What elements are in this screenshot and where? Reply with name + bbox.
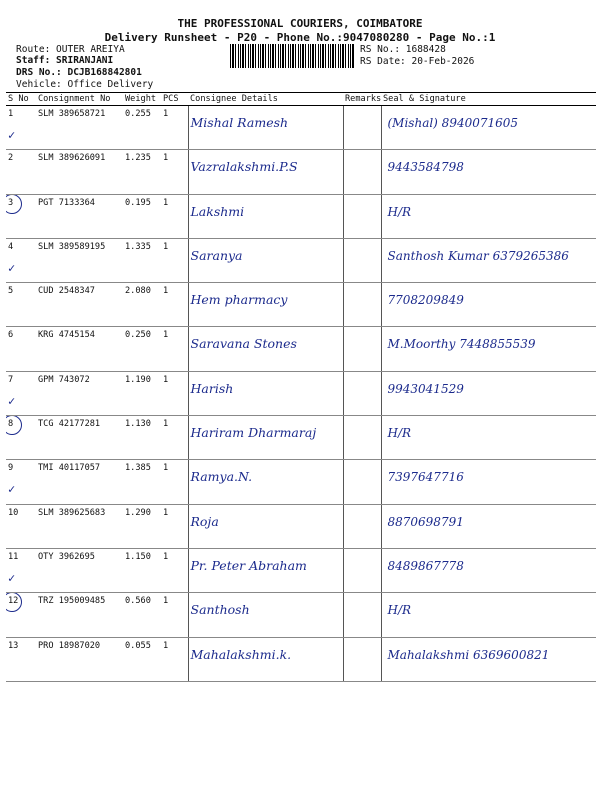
weight (123, 548, 161, 592)
remarks (343, 504, 381, 548)
consignment-no-text: TMI 40117057 (38, 463, 101, 474)
check-mark-icon: ✓ (8, 260, 16, 275)
consignee-name (188, 327, 343, 371)
pcs (161, 150, 188, 194)
handwritten-signature: H/R (387, 204, 412, 219)
pcs-text: 1 (163, 330, 169, 341)
table-row (6, 460, 596, 504)
consignment-no-text: TRZ 195009485 (38, 596, 106, 607)
pcs (161, 327, 188, 371)
pcs (161, 194, 188, 238)
remarks (343, 238, 381, 282)
weight (123, 504, 161, 548)
check-mark-icon: ✓ (8, 482, 16, 497)
handwritten-name: Mishal Ramesh (190, 115, 289, 130)
pcs-text: 1 (163, 419, 169, 430)
signature (381, 460, 596, 504)
weight-text: 2.080 (125, 286, 151, 297)
consignment-no (36, 238, 123, 282)
col-weight: Weight (123, 93, 161, 106)
row-sno-text: 11 (8, 551, 19, 562)
check-mark-icon: ✓ (8, 128, 16, 142)
signature (381, 238, 596, 282)
consignment-no (36, 327, 123, 371)
consignment-no-text: PRO 18987020 (38, 640, 101, 651)
signature (381, 106, 596, 150)
pcs-text: 1 (163, 596, 169, 607)
consignment-no-text: PGT 7133364 (38, 197, 95, 208)
consignment-no (36, 504, 123, 548)
remarks (343, 194, 381, 238)
remarks (343, 150, 381, 194)
row-sno (6, 327, 36, 371)
weight (123, 416, 161, 460)
signature (381, 637, 596, 681)
weight (123, 637, 161, 681)
signature (381, 150, 596, 194)
vehicle-label: Vehicle: Office Delivery (16, 79, 154, 90)
consignee-name (188, 548, 343, 592)
table-header-row (6, 93, 596, 106)
row-sno (6, 106, 36, 150)
pcs-text: 1 (163, 374, 169, 385)
consignment-no-text: SLM 389625683 (38, 507, 106, 518)
circle-mark (6, 593, 22, 613)
signature (381, 327, 596, 371)
remarks (343, 416, 381, 460)
consignment-no (36, 416, 123, 460)
handwritten-signature: (Mishal) 8940071605 (387, 116, 519, 130)
signature (381, 371, 596, 415)
pcs-text: 1 (163, 197, 169, 208)
circle-mark (6, 194, 22, 214)
handwritten-signature: Mahalakshmi 6369600821 (387, 647, 550, 662)
pcs-text: 1 (163, 507, 169, 518)
consignment-no-text: SLM 389589195 (38, 241, 106, 252)
pcs (161, 548, 188, 592)
handwritten-name: Santhosh (190, 602, 250, 618)
barcode (230, 44, 354, 68)
handwritten-name: Ramya.N. (190, 469, 253, 485)
col-signature: Seal & Signature (381, 93, 596, 106)
row-sno-text: 4 (8, 241, 14, 252)
weight-text: 1.335 (125, 241, 151, 252)
row-sno (6, 593, 36, 637)
pcs-text: 1 (163, 640, 169, 651)
consignment-no-text: GPM 743072 (38, 374, 90, 385)
handwritten-name: Lakshmi (190, 203, 245, 219)
runsheet-title: Delivery Runsheet - P20 - Phone No.:9047080280 - Page No.:1 (104, 31, 496, 44)
remarks (343, 637, 381, 681)
circle-mark (6, 416, 22, 436)
row-sno (6, 416, 36, 460)
rs-number: RS No.: 1688428 (360, 44, 446, 55)
consignment-no (36, 460, 123, 504)
consignment-no-text: TCG 42177281 (38, 419, 101, 430)
weight (123, 327, 161, 371)
table-row (6, 194, 596, 238)
table-row (6, 416, 596, 460)
handwritten-signature: 9443584798 (387, 160, 464, 175)
row-sno-text: 3 (8, 197, 14, 208)
pcs (161, 460, 188, 504)
pcs-text: 1 (163, 109, 169, 119)
handwritten-signature: 8489867778 (387, 558, 464, 573)
route-label: Route: OUTER AREIYA (16, 44, 125, 55)
signature (381, 194, 596, 238)
consignee-name (188, 371, 343, 415)
remarks (343, 106, 381, 150)
remarks (343, 327, 381, 371)
weight-text: 0.195 (125, 197, 151, 208)
weight (123, 150, 161, 194)
consignee-name (188, 238, 343, 282)
consignment-no (36, 637, 123, 681)
row-sno (6, 504, 36, 548)
weight-text: 1.150 (125, 551, 151, 562)
pcs (161, 637, 188, 681)
col-consignee: Consignee Details (188, 93, 343, 106)
consignment-no-text: OTY 3962695 (38, 551, 95, 562)
weight-text: 1.385 (125, 463, 151, 474)
remarks (343, 593, 381, 637)
row-sno (6, 371, 36, 415)
pcs-text: 1 (163, 463, 169, 474)
pcs (161, 593, 188, 637)
table-row (6, 593, 596, 637)
row-sno (6, 548, 36, 592)
table-row (6, 637, 596, 681)
row-sno (6, 194, 36, 238)
table-row (6, 504, 596, 548)
company-name: THE PROFESSIONAL COURIERS, COIMBATORE (177, 17, 423, 30)
weight-text: 0.560 (125, 596, 151, 607)
weight-text: 1.290 (125, 507, 151, 518)
signature (381, 593, 596, 637)
pcs (161, 238, 188, 282)
handwritten-name: Saranya (190, 247, 243, 263)
weight (123, 283, 161, 327)
row-sno-text: 13 (8, 640, 19, 651)
row-sno-text: 9 (8, 463, 14, 474)
weight-text: 1.130 (125, 419, 151, 430)
signature (381, 416, 596, 460)
col-remarks: Remarks (345, 94, 381, 104)
table-row (6, 371, 596, 415)
handwritten-signature: 7397647716 (387, 470, 464, 485)
pcs (161, 371, 188, 415)
runsheet-table (6, 92, 596, 682)
weight (123, 460, 161, 504)
consignee-name (188, 593, 343, 637)
remarks (343, 371, 381, 415)
check-mark-icon: ✓ (8, 570, 16, 585)
signature (381, 504, 596, 548)
row-sno-text: 8 (8, 419, 14, 430)
weight-text: 0.255 (125, 109, 151, 119)
handwritten-signature: 9943041529 (387, 381, 464, 396)
row-sno (6, 460, 36, 504)
consignee-name (188, 283, 343, 327)
handwritten-name: Vazralakshmi.P.S (190, 159, 298, 175)
pcs (161, 283, 188, 327)
consignment-no-text: CUD 2548347 (38, 286, 95, 297)
pcs-text: 1 (163, 286, 169, 297)
table-row (6, 150, 596, 194)
consignee-name (188, 460, 343, 504)
col-consignment: Consignment No (36, 93, 123, 106)
weight (123, 194, 161, 238)
row-sno (6, 283, 36, 327)
remarks (343, 548, 381, 592)
row-sno (6, 238, 36, 282)
row-sno (6, 637, 36, 681)
table-row (6, 238, 596, 282)
row-sno (6, 150, 36, 194)
rs-date: RS Date: 20-Feb-2026 (360, 56, 475, 67)
row-sno-text: 7 (8, 374, 14, 385)
table-row (6, 106, 596, 150)
remarks (343, 283, 381, 327)
table-row (6, 327, 596, 371)
handwritten-name: Roja (190, 513, 219, 529)
weight (123, 371, 161, 415)
pcs (161, 416, 188, 460)
weight (123, 106, 161, 150)
consignment-no (36, 548, 123, 592)
consignment-no (36, 371, 123, 415)
handwritten-signature: H/R (387, 426, 412, 441)
row-sno-text: 2 (8, 153, 14, 164)
drs-number: DRS No.: DCJB168842801 (16, 67, 142, 78)
consignee-name (188, 637, 343, 681)
check-mark-icon: ✓ (8, 393, 16, 408)
pcs-text: 1 (163, 551, 169, 562)
pcs-text: 1 (163, 153, 169, 164)
table-row (6, 283, 596, 327)
handwritten-signature: 8870698791 (387, 514, 464, 529)
weight-text: 0.250 (125, 330, 151, 341)
weight-text: 1.190 (125, 374, 151, 385)
col-pcs: PCS (161, 93, 188, 106)
consignment-no (36, 150, 123, 194)
row-sno-text: 5 (8, 286, 14, 297)
handwritten-name: Hariram Dharmaraj (190, 425, 317, 441)
staff-label: Staff: SRIRANJANI (16, 55, 114, 66)
weight (123, 593, 161, 637)
handwritten-signature: 7708209849 (387, 293, 464, 308)
consignment-no (36, 194, 123, 238)
consignment-no (36, 593, 123, 637)
handwritten-name: Pr. Peter Abraham (190, 557, 307, 573)
handwritten-name: Saravana Stones (190, 336, 297, 352)
consignment-no-text: SLM 389626091 (38, 153, 106, 164)
handwritten-signature: H/R (387, 603, 412, 618)
row-sno-text: 12 (8, 596, 19, 607)
weight (123, 238, 161, 282)
handwritten-name: Mahalakshmi.k. (190, 646, 292, 662)
table-row (6, 548, 596, 592)
handwritten-name: Harish (190, 380, 234, 396)
signature (381, 283, 596, 327)
consignment-no-text: KRG 4745154 (38, 330, 95, 341)
handwritten-signature: M.Moorthy 7448855539 (387, 337, 536, 352)
consignment-no (36, 283, 123, 327)
pcs (161, 106, 188, 150)
consignee-name (188, 504, 343, 548)
handwritten-name: Hem pharmacy (190, 292, 288, 308)
weight-text: 1.235 (125, 153, 151, 164)
pcs-text: 1 (163, 241, 169, 252)
col-sno: S No (6, 93, 36, 106)
consignment-no-text: SLM 389658721 (38, 109, 106, 119)
row-sno-text: 1 (8, 109, 14, 119)
consignee-name (188, 150, 343, 194)
remarks (343, 460, 381, 504)
consignee-name (188, 194, 343, 238)
consignee-name (188, 106, 343, 150)
row-sno-text: 6 (8, 330, 14, 341)
consignee-name (188, 416, 343, 460)
handwritten-signature: Santhosh Kumar 6379265386 (387, 248, 569, 263)
row-sno-text: 10 (8, 507, 19, 518)
weight-text: 0.055 (125, 640, 151, 651)
signature (381, 548, 596, 592)
consignment-no (36, 106, 123, 150)
pcs (161, 504, 188, 548)
